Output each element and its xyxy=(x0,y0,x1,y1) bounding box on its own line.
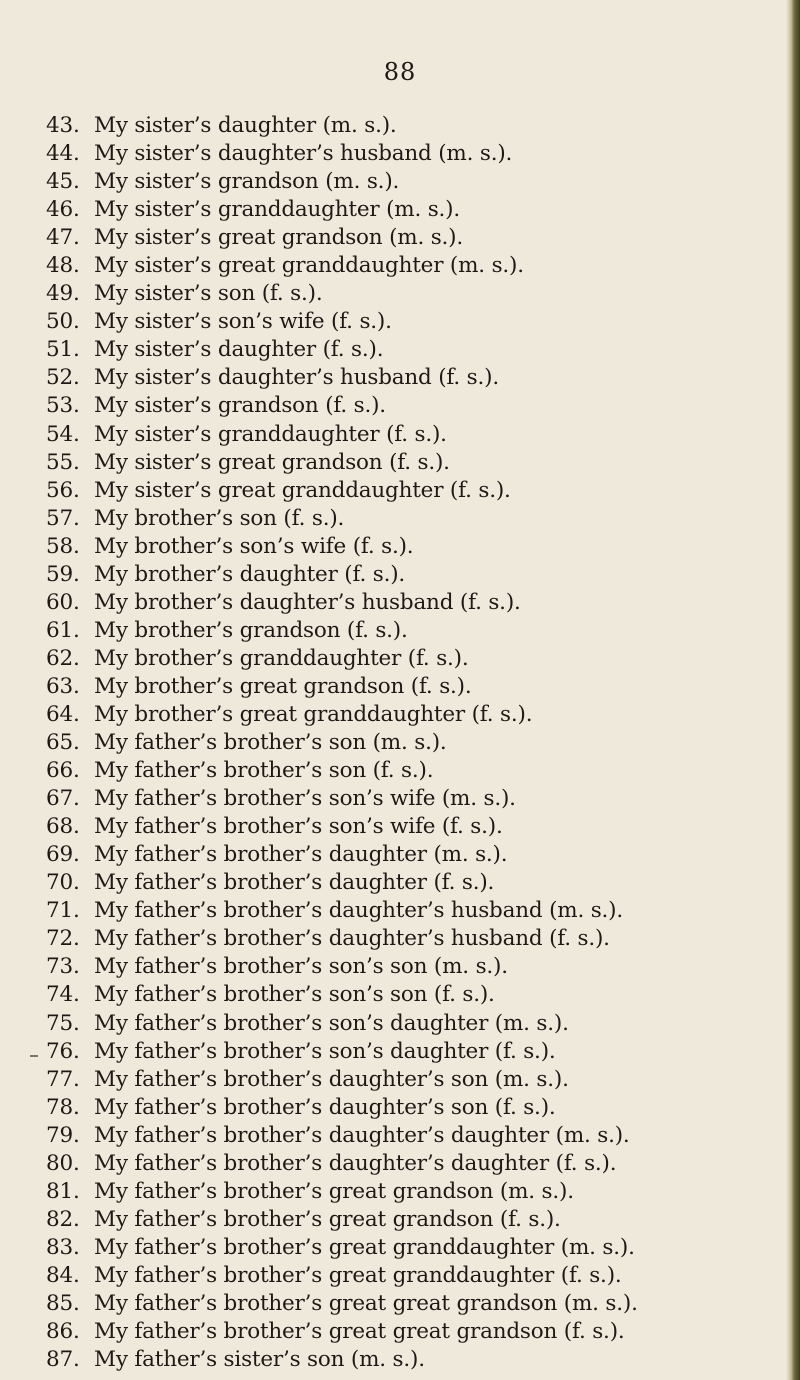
list-item xyxy=(46,477,638,505)
list-item xyxy=(46,196,638,224)
entry-text: My father’s sister’s son (m. s.). xyxy=(94,1347,425,1373)
entry-number: 63. xyxy=(46,673,80,699)
entry-text: My father’s brother’s son (m. s.). xyxy=(94,730,447,756)
entry-text: My father’s brother’s great granddaughter (m. s.). xyxy=(94,1234,635,1260)
list-item xyxy=(46,617,638,645)
list-item xyxy=(46,729,638,757)
list-item xyxy=(46,589,638,617)
list-item xyxy=(46,1010,638,1038)
entry-text: My father’s brother’s daughter’s son (m. s.). xyxy=(94,1066,569,1092)
entry-number: 56. xyxy=(46,477,80,503)
entry-text: My brother’s daughter (f. s.). xyxy=(94,561,406,587)
list-item xyxy=(46,421,638,449)
page-edge-shadow xyxy=(786,0,800,1380)
entry-text: My sister’s daughter (f. s.). xyxy=(94,337,384,363)
entry-text: My father’s brother’s son’s son (m. s.). xyxy=(94,954,508,980)
list-item xyxy=(46,252,638,280)
list-item xyxy=(46,1262,638,1290)
entry-text: My father’s brother’s son’s wife (f. s.). xyxy=(94,814,503,840)
entry-number: 64. xyxy=(46,701,80,727)
entry-number: 62. xyxy=(46,645,80,671)
list-item xyxy=(46,925,638,953)
entry-text: My sister’s great grandson (f. s.). xyxy=(94,449,450,475)
list-item xyxy=(46,449,638,477)
list-item xyxy=(46,168,638,196)
entry-text: My sister’s daughter’s husband (f. s.). xyxy=(94,365,499,391)
entry-text: My father’s brother’s daughter’s son (f. s.). xyxy=(94,1094,556,1120)
entry-number: 77. xyxy=(46,1066,80,1092)
entry-number: 69. xyxy=(46,842,80,868)
entry-number: 86. xyxy=(46,1319,80,1345)
entry-text: My brother’s daughter’s husband (f. s.). xyxy=(94,589,521,615)
list-item xyxy=(46,953,638,981)
list-item xyxy=(46,308,638,336)
entry-text: My brother’s son (f. s.). xyxy=(94,505,345,531)
list-item xyxy=(46,897,638,925)
entry-number: 47. xyxy=(46,225,80,251)
entry-number: 43. xyxy=(46,113,80,138)
entry-text: My father’s brother’s great granddaughter (f. s.). xyxy=(94,1262,622,1288)
list-item xyxy=(46,505,638,533)
list-item xyxy=(46,336,638,364)
entry-number: 51. xyxy=(46,337,80,363)
entry-text: My brother’s son’s wife (f. s.). xyxy=(94,533,414,559)
entry-text: My sister’s great granddaughter (f. s.). xyxy=(94,477,511,503)
list-item xyxy=(46,1094,638,1122)
entry-text: My sister’s son (f. s.). xyxy=(94,281,323,307)
entry-text: My sister’s granddaughter (m. s.). xyxy=(94,197,460,223)
list-item xyxy=(46,112,638,140)
entry-number: 58. xyxy=(46,533,80,559)
entry-text: My father’s brother’s daughter (m. s.). xyxy=(94,842,508,868)
entry-number: 49. xyxy=(46,281,80,307)
entry-number: 78. xyxy=(46,1094,80,1120)
list-item xyxy=(46,785,638,813)
list-item xyxy=(46,140,638,168)
entry-number: 60. xyxy=(46,589,80,615)
list-item xyxy=(46,869,638,897)
entry-text: My father’s brother’s son (f. s.). xyxy=(94,758,434,784)
entry-text: My father’s brother’s great grandson (f. s.). xyxy=(94,1206,561,1232)
entry-number: 74. xyxy=(46,982,80,1008)
entry-text: My father’s brother’s great grandson (m. s.). xyxy=(94,1178,574,1204)
entry-number: 65. xyxy=(46,730,80,756)
entry-number: 71. xyxy=(46,898,80,924)
entry-number: 82. xyxy=(46,1206,80,1232)
entry-number: 50. xyxy=(46,309,80,335)
entry-number: 57. xyxy=(46,505,80,531)
entry-text: My father’s brother’s daughter’s husband (m. s.). xyxy=(94,898,624,924)
entry-number: 66. xyxy=(46,758,80,784)
list-item xyxy=(46,1038,638,1066)
list-item xyxy=(46,1290,638,1318)
entry-number: 46. xyxy=(46,197,80,223)
entry-text: My sister’s great granddaughter (m. s.). xyxy=(94,253,524,279)
entry-text: My sister’s son’s wife (f. s.). xyxy=(94,309,392,335)
entry-number: 79. xyxy=(46,1122,80,1148)
entry-number: 48. xyxy=(46,253,80,279)
entry-text: My father’s brother’s daughter’s daughter (m. s.). xyxy=(94,1122,630,1148)
entry-number: 55. xyxy=(46,449,80,475)
entry-number: 80. xyxy=(46,1150,80,1176)
entry-number: 72. xyxy=(46,926,80,952)
entry-text: My father’s brother’s daughter’s husband (f. s.). xyxy=(94,926,610,952)
entry-number: 81. xyxy=(46,1178,80,1204)
entry-text: My sister’s grandson (f. s.). xyxy=(94,393,386,419)
entry-text: My brother’s great granddaughter (f. s.). xyxy=(94,701,533,727)
entry-text: My sister’s grandson (m. s.). xyxy=(94,169,400,195)
list-item xyxy=(46,1318,638,1346)
list-item xyxy=(46,1122,638,1150)
entry-number: 53. xyxy=(46,393,80,419)
list-item xyxy=(46,364,638,392)
entry-text: My father’s brother’s son’s son (f. s.). xyxy=(94,982,495,1008)
list-item xyxy=(46,280,638,308)
entry-number: 44. xyxy=(46,141,80,167)
list-item xyxy=(46,1150,638,1178)
entry-number: 45. xyxy=(46,169,80,195)
list-item xyxy=(46,645,638,673)
entry-number: 84. xyxy=(46,1262,80,1288)
entry-text: My sister’s great grandson (m. s.). xyxy=(94,225,463,251)
entry-number: 54. xyxy=(46,421,80,447)
entry-number: 61. xyxy=(46,617,80,643)
entry-number: 75. xyxy=(46,1010,80,1036)
entry-number: 68. xyxy=(46,814,80,840)
margin-mark xyxy=(30,1055,38,1057)
entry-number: 52. xyxy=(46,365,80,391)
list-item xyxy=(46,757,638,785)
entry-text: My father’s brother’s great great grandson (m. s.). xyxy=(94,1290,638,1316)
entry-number: 59. xyxy=(46,561,80,587)
entry-number: 70. xyxy=(46,870,80,896)
entry-text: My father’s brother’s daughter (f. s.). xyxy=(94,870,495,896)
entry-text: My sister’s daughter (m. s.). xyxy=(94,113,397,138)
entry-number: 67. xyxy=(46,786,80,812)
list-item xyxy=(46,533,638,561)
entry-number: 76. xyxy=(46,1038,80,1064)
list-item xyxy=(46,841,638,869)
list-item xyxy=(46,1066,638,1094)
kinship-term-list xyxy=(46,112,638,1374)
entry-text: My father’s brother’s daughter’s daughter (f. s.). xyxy=(94,1150,617,1176)
entry-text: My sister’s daughter’s husband (m. s.). xyxy=(94,141,513,167)
entry-text: My sister’s granddaughter (f. s.). xyxy=(94,421,447,447)
list-item xyxy=(46,673,638,701)
entry-text: My father’s brother’s son’s wife (m. s.). xyxy=(94,786,516,812)
list-item xyxy=(46,224,638,252)
entry-text: My father’s brother’s great great grandson (f. s.). xyxy=(94,1319,625,1345)
list-item xyxy=(46,1234,638,1262)
list-item xyxy=(46,1178,638,1206)
entry-number: 85. xyxy=(46,1290,80,1316)
list-item xyxy=(46,813,638,841)
entry-text: My brother’s grandson (f. s.). xyxy=(94,617,408,643)
entry-text: My father’s brother’s son’s daughter (f. s.). xyxy=(94,1038,556,1064)
list-item xyxy=(46,1206,638,1234)
entry-text: My father’s brother’s son’s daughter (m. s.). xyxy=(94,1010,569,1036)
list-item xyxy=(46,392,638,420)
entry-number: 73. xyxy=(46,954,80,980)
list-item xyxy=(46,561,638,589)
entry-number: 87. xyxy=(46,1347,80,1373)
list-item xyxy=(46,981,638,1009)
list-item xyxy=(46,1346,638,1374)
list-item xyxy=(46,701,638,729)
entry-number: 83. xyxy=(46,1234,80,1260)
page-number: 88 xyxy=(383,58,417,86)
entry-text: My brother’s great grandson (f. s.). xyxy=(94,673,472,699)
entry-text: My brother’s granddaughter (f. s.). xyxy=(94,645,469,671)
